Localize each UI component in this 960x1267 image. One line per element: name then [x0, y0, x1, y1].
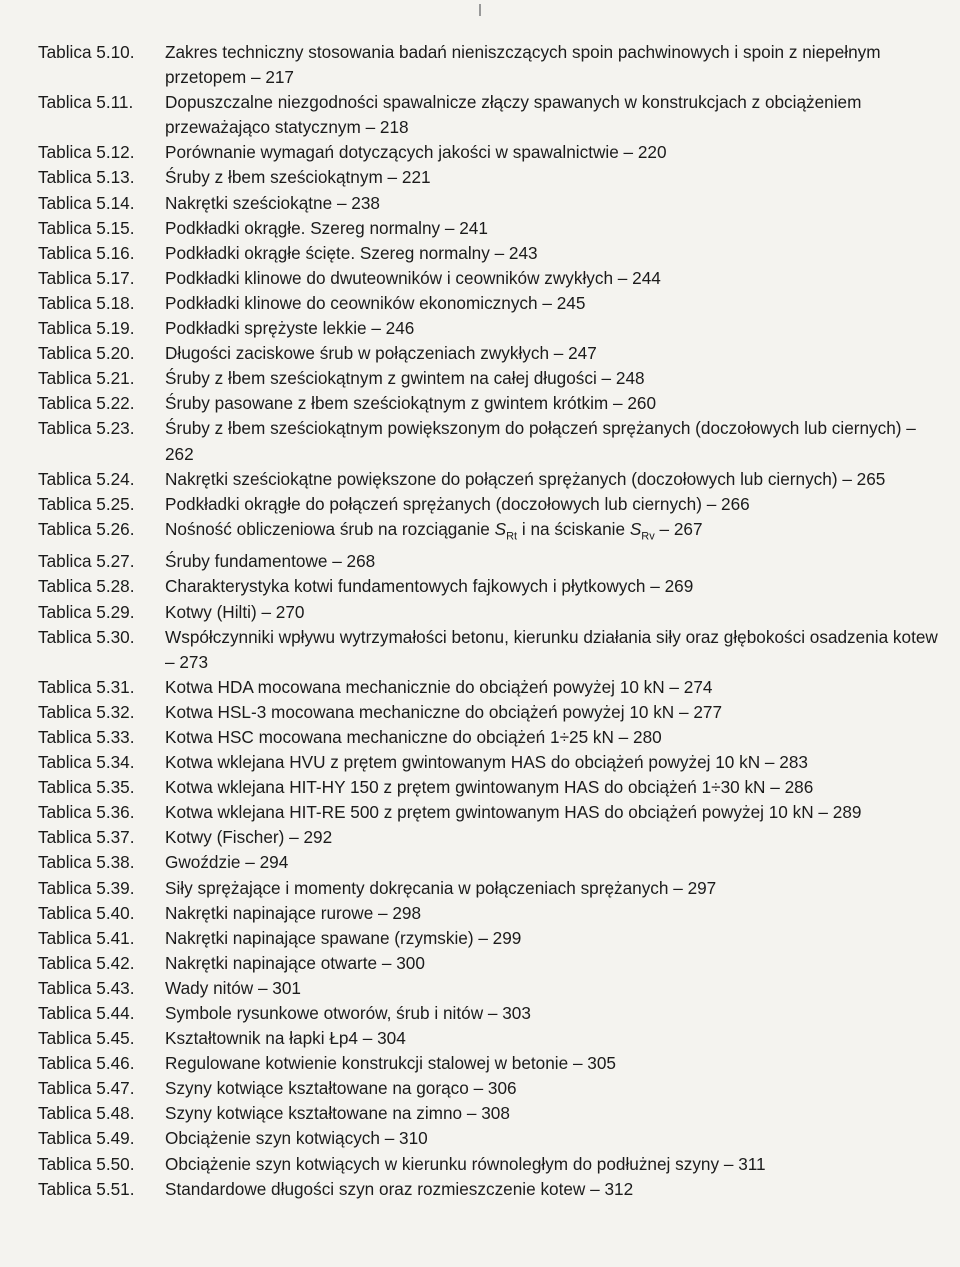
list-item	[38, 1076, 938, 1101]
table-number: Tablica 5.24.	[38, 468, 135, 489]
table-number: Tablica 5.28.	[38, 576, 135, 597]
list-item	[38, 191, 938, 216]
table-title: Śruby pasowane z łbem sześciokątnym z gwintem krótkim – 260	[165, 393, 657, 414]
list-item	[38, 40, 938, 90]
table-number: Tablica 5.18.	[38, 292, 135, 313]
list-item	[38, 926, 938, 951]
list-item	[38, 316, 938, 341]
scan-mark	[479, 4, 481, 16]
table-number: Tablica 5.20.	[38, 343, 135, 364]
table-title: Podkładki okrągłe ścięte. Szereg normalny – 243	[165, 242, 538, 263]
table-number: Tablica 5.26.	[38, 518, 135, 539]
list-item	[38, 1152, 938, 1177]
list-item	[38, 675, 938, 700]
table-title: Obciążenie szyn kotwiących – 310	[165, 1128, 428, 1149]
table-title: Śruby fundamentowe – 268	[165, 551, 376, 572]
table-title: Kotwy (Hilti) – 270	[165, 601, 305, 622]
table-number: Tablica 5.39.	[38, 877, 135, 898]
list-item	[38, 492, 938, 517]
list-item	[38, 341, 938, 366]
table-title: Regulowane kotwienie konstrukcji stalowej w betonie – 305	[165, 1053, 616, 1074]
table-title: Nakrętki napinające rurowe – 298	[165, 902, 422, 923]
table-number: Tablica 5.27.	[38, 551, 135, 572]
list-item	[38, 1051, 938, 1076]
list-item	[38, 266, 938, 291]
table-title: Siły sprężające i momenty dokręcania w połączeniach sprężanych – 297	[165, 877, 717, 898]
table-title: Śruby z łbem sześciokątnym powiększonym do połączeń sprężanych (doczołowych lub ciernych) – 262	[165, 418, 916, 464]
list-item	[38, 391, 938, 416]
list-item	[38, 549, 938, 574]
table-number: Tablica 5.41.	[38, 927, 135, 948]
table-number: Tablica 5.46.	[38, 1053, 135, 1074]
table-number: Tablica 5.14.	[38, 192, 135, 213]
table-title: Kotwa HSL-3 mocowana mechaniczne do obciążeń powyżej 10 kN – 277	[165, 701, 722, 722]
table-title: Charakterystyka kotwi fundamentowych fajkowych i płytkowych – 269	[165, 576, 694, 597]
list-item	[38, 467, 938, 492]
table-title: Kotwa wklejana HIT-HY 150 z prętem gwintowanym HAS do obciążeń 1÷30 kN – 286	[165, 777, 814, 798]
list-item	[38, 140, 938, 165]
table-number: Tablica 5.44.	[38, 1003, 135, 1023]
table-number: Tablica 5.31.	[38, 676, 135, 697]
table-title: Podkładki okrągłe. Szereg normalny – 241	[165, 217, 488, 238]
list-item	[38, 165, 938, 190]
table-number: Tablica 5.21.	[38, 368, 135, 389]
list-item	[38, 416, 938, 466]
list-item	[38, 1101, 938, 1126]
list-item	[38, 291, 938, 316]
table-number: Tablica 5.35.	[38, 777, 135, 798]
table-title: Gwoździe – 294	[165, 852, 289, 873]
symbol-subscript: Rv	[641, 530, 655, 543]
table-title: Podkładki klinowe do dwuteowników i ceowników zwykłych – 244	[165, 267, 661, 288]
symbol-s: S	[494, 518, 507, 539]
table-number: Tablica 5.36.	[38, 802, 135, 823]
table-number: Tablica 5.43.	[38, 977, 135, 998]
table-title: Kotwa wklejana HVU z prętem gwintowanym HAS do obciążeń powyżej 10 kN – 283	[165, 752, 808, 773]
list-item	[38, 775, 938, 800]
table-number: Tablica 5.33.	[38, 726, 135, 747]
table-title: Podkładki klinowe do ceowników ekonomicznych – 245	[165, 292, 586, 313]
table-title: Długości zaciskowe śrub w połączeniach zwykłych – 247	[165, 343, 597, 364]
list-item	[38, 1177, 938, 1202]
table-title: Porównanie wymagań dotyczących jakości w spawalnictwie – 220	[165, 142, 667, 163]
table-number: Tablica 5.45.	[38, 1028, 135, 1049]
list-item	[38, 1001, 938, 1026]
table-title: Współczynniki wpływu wytrzymałości betonu, kierunku działania siły oraz głębokości osadzenia kotew – 273	[165, 626, 938, 672]
table-number: Tablica 5.17.	[38, 267, 135, 288]
table-number: Tablica 5.16.	[38, 242, 135, 263]
table-list	[38, 40, 938, 1202]
symbol-subscript: Rt	[506, 530, 518, 543]
table-title	[165, 517, 938, 550]
list-item	[38, 850, 938, 875]
list-item	[38, 1026, 938, 1051]
table-number: Tablica 5.25.	[38, 493, 135, 514]
list-item	[38, 901, 938, 926]
title-part: – 267	[654, 518, 703, 539]
list-item	[38, 700, 938, 725]
table-number: Tablica 5.38.	[38, 852, 135, 873]
list-item	[38, 725, 938, 750]
table-title: Kotwy (Fischer) – 292	[165, 827, 333, 848]
table-title: Podkładki sprężyste lekkie – 246	[165, 318, 415, 339]
table-title: Kotwa wklejana HIT-RE 500 z prętem gwintowanym HAS do obciążeń powyżej 10 kN – 289	[165, 802, 862, 823]
table-title: Nakrętki napinające otwarte – 300	[165, 952, 425, 973]
list-item	[38, 750, 938, 775]
table-title: Kształtownik na łapki Łp4 – 304	[165, 1028, 406, 1049]
table-number: Tablica 5.49.	[38, 1128, 135, 1149]
list-item	[38, 241, 938, 266]
table-title: Śruby z łbem sześciokątnym z gwintem na całej długości – 248	[165, 368, 645, 389]
list-item	[38, 625, 938, 675]
table-number: Tablica 5.34.	[38, 752, 135, 773]
table-title: Szyny kotwiące kształtowane na zimno – 308	[165, 1103, 510, 1124]
list-item	[38, 517, 938, 550]
table-number: Tablica 5.13.	[38, 167, 135, 188]
list-item	[38, 90, 938, 140]
table-number: Tablica 5.15.	[38, 217, 135, 238]
list-item	[38, 366, 938, 391]
list-item	[38, 825, 938, 850]
table-title: Szyny kotwiące kształtowane na gorąco – 306	[165, 1078, 517, 1099]
table-number: Tablica 5.48.	[38, 1103, 135, 1124]
list-item	[38, 876, 938, 901]
table-number: Tablica 5.22.	[38, 393, 135, 414]
table-title: Śruby z łbem sześciokątnym – 221	[165, 167, 431, 188]
title-part: i na ściskanie	[517, 518, 630, 539]
list-item	[38, 800, 938, 825]
table-number: Tablica 5.37.	[38, 827, 135, 848]
title-part: Nośność obliczeniowa śrub na rozciąganie	[165, 518, 495, 539]
table-number: Tablica 5.30.	[38, 626, 135, 647]
table-title: Nakrętki sześciokątne powiększone do połączeń sprężanych (doczołowych lub ciernych) – 265	[165, 468, 886, 489]
table-number: Tablica 5.47.	[38, 1078, 135, 1099]
table-title: Kotwa HDA mocowana mechanicznie do obciążeń powyżej 10 kN – 274	[165, 676, 713, 697]
symbol-s: S	[629, 518, 642, 539]
table-title: Wady nitów – 301	[165, 977, 301, 998]
list-item	[38, 600, 938, 625]
table-number: Tablica 5.23.	[38, 418, 135, 439]
table-number: Tablica 5.32.	[38, 701, 135, 722]
table-number: Tablica 5.10.	[38, 42, 135, 62]
list-item	[38, 1126, 938, 1151]
table-title: Podkładki okrągłe do połączeń sprężanych (doczołowych lub ciernych) – 266	[165, 493, 750, 514]
list-item	[38, 574, 938, 599]
table-number: Tablica 5.40.	[38, 902, 135, 923]
table-number: Tablica 5.11.	[38, 92, 134, 113]
list-item	[38, 951, 938, 976]
table-number: Tablica 5.42.	[38, 952, 135, 973]
table-number: Tablica 5.19.	[38, 318, 135, 339]
table-title: Symbole rysunkowe otworów, śrub i nitów – 303	[165, 1003, 531, 1023]
table-title: Zakres techniczny stosowania badań nieniszczących spoin pachwinowych i spoin z niepełnym przetopem – 217	[165, 42, 881, 88]
table-title: Obciążenie szyn kotwiących w kierunku równoległym do podłużnej szyny – 311	[165, 1153, 766, 1174]
table-title: Nakrętki sześciokątne – 238	[165, 192, 380, 213]
list-item	[38, 976, 938, 1001]
list-item	[38, 216, 938, 241]
table-title: Standardowe długości szyn oraz rozmieszczenie kotew – 312	[165, 1178, 634, 1199]
table-number: Tablica 5.29.	[38, 601, 135, 622]
table-number: Tablica 5.50.	[38, 1153, 135, 1174]
table-title: Kotwa HSC mocowana mechaniczne do obciążeń 1÷25 kN – 280	[165, 726, 662, 747]
table-number: Tablica 5.12.	[38, 142, 135, 163]
table-title: Dopuszczalne niezgodności spawalnicze złączy spawanych w konstrukcjach z obciążeniem przeważająco statycznym – 218	[165, 92, 862, 138]
table-number: Tablica 5.51.	[38, 1178, 135, 1199]
table-title: Nakrętki napinające spawane (rzymskie) – 299	[165, 927, 522, 948]
